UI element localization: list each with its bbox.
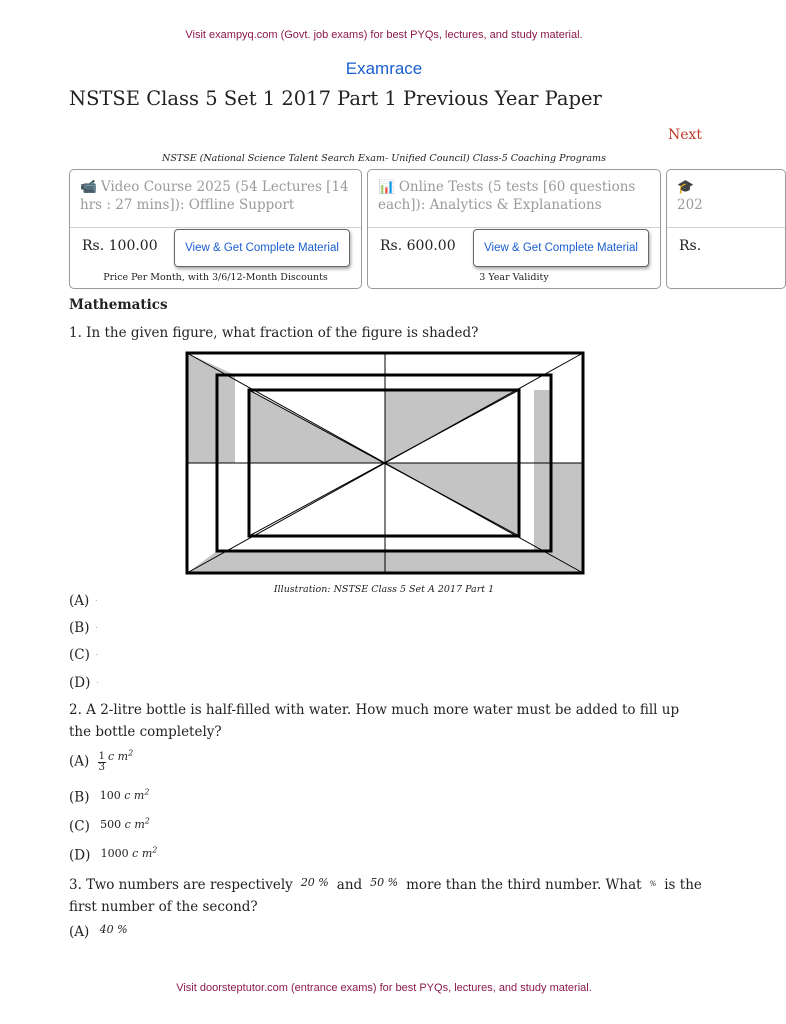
view-material-button[interactable]: View & Get Complete Material	[174, 229, 350, 267]
card-divider	[368, 227, 660, 228]
card-divider	[667, 227, 785, 228]
q2-option-a[interactable]: (A) $\frac{1}{3}$ $^{c m^2}$	[69, 748, 134, 773]
card-price: Rs. 100.00	[82, 238, 158, 254]
video-icon: 📹	[80, 179, 97, 195]
question-3-text: 3. Two numbers are respectively $^{20 \%}$ and $^{50 \%}$ more than the third number. What % is the first number of the second?	[69, 876, 702, 915]
card-footer: 3 Year Validity	[479, 272, 549, 283]
card-title: 📊 Online Tests (5 tests [60 questions each]): Analytics & Explanations	[378, 179, 636, 213]
card-divider	[70, 227, 361, 228]
card-price: Rs. 600.00	[380, 238, 456, 254]
shaded-rectangles-figure	[185, 351, 585, 576]
figure-caption: Illustration: NSTSE Class 5 Set A 2017 Part 1	[273, 584, 495, 595]
graduation-cap-icon: 🎓	[677, 179, 694, 195]
q2-option-d[interactable]: (D) $^{1000 c m^2}$	[69, 845, 158, 864]
online-tests-card	[367, 169, 661, 289]
q1-option-a[interactable]: (A) ·	[69, 593, 98, 609]
video-course-card	[69, 169, 362, 289]
q3-option-a[interactable]: (A) $^{40 \%}$	[69, 923, 128, 940]
view-material-button[interactable]: View & Get Complete Material	[473, 229, 649, 267]
bottom-promo-banner[interactable]: Visit doorsteptutor.com (entrance exams) for best PYQs, lectures, and study material.	[176, 982, 592, 994]
question-1-text: 1. In the given figure, what fraction of the figure is shaded?	[69, 325, 479, 341]
third-course-card	[666, 169, 786, 289]
q1-option-c[interactable]: (C) ·	[69, 647, 98, 663]
card-price: Rs.	[679, 238, 702, 254]
card-title: 📹 Video Course 2025 (54 Lectures [14 hrs : 27 mins]): Offline Support	[80, 179, 349, 213]
next-link[interactable]: Next	[668, 127, 703, 143]
chart-icon: 📊	[378, 179, 395, 195]
programs-caption: NSTSE (National Science Talent Search Exam- Unified Council) Class-5 Coaching Programs	[162, 153, 606, 164]
math-value: %	[649, 880, 657, 888]
q1-option-b[interactable]: (B) ·	[69, 620, 98, 636]
q1-option-d[interactable]: (D) ·	[69, 675, 99, 691]
section-heading: Mathematics	[69, 297, 168, 313]
card-clip	[666, 169, 703, 289]
top-promo-banner[interactable]: Visit exampyq.com (Govt. job exams) for best PYQs, lectures, and study material.	[185, 29, 583, 41]
card-footer: Price Per Month, with 3/6/12-Month Discounts	[103, 272, 328, 283]
math-value: 50 %	[370, 876, 399, 889]
question-2-text: 2. A 2-litre bottle is half-filled with water. How much more water must be added to fill up the bottle completely?	[69, 702, 680, 740]
page-title: NSTSE Class 5 Set 1 2017 Part 1 Previous Year Paper	[69, 87, 602, 110]
card-title: 🎓 202	[677, 179, 703, 213]
math-value: 20 %	[300, 876, 329, 889]
site-brand[interactable]: Examrace	[345, 59, 423, 78]
fraction: $\frac{1}{3}$	[98, 750, 105, 773]
q2-option-c[interactable]: (C) $^{500 c m^2}$	[69, 816, 150, 835]
q2-option-b[interactable]: (B) $^{100 c m^2}$	[69, 787, 150, 806]
